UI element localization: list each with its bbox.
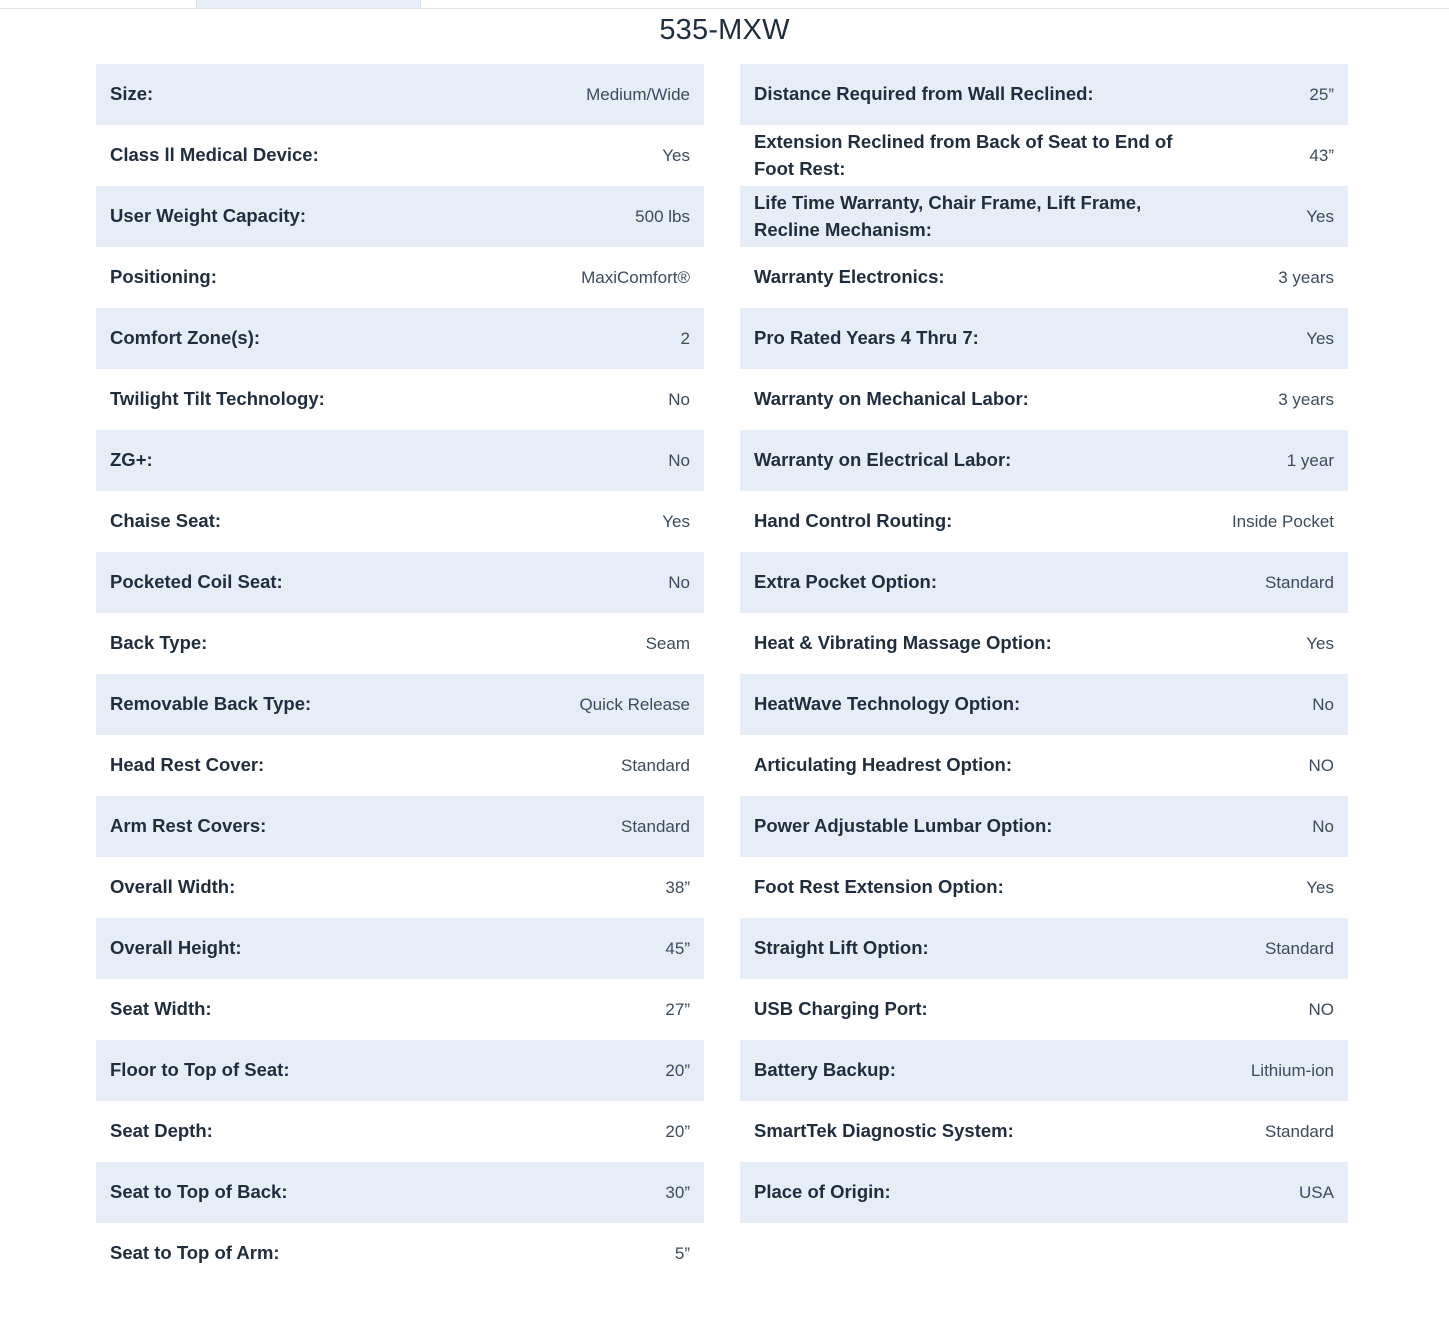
spec-value: Yes bbox=[1306, 877, 1334, 897]
spec-label: Battery Backup: bbox=[754, 1059, 896, 1081]
spec-value: Yes bbox=[1306, 328, 1334, 348]
spec-value: 3 years bbox=[1278, 389, 1334, 409]
spec-row bbox=[96, 369, 704, 430]
spec-label: Size: bbox=[110, 83, 154, 105]
spec-label: Place of Origin: bbox=[754, 1181, 891, 1203]
spec-label: Warranty Electronics: bbox=[754, 266, 945, 288]
spec-value: Yes bbox=[662, 145, 690, 165]
spec-value: 45” bbox=[665, 938, 690, 958]
spec-label: Floor to Top of Seat: bbox=[110, 1059, 290, 1081]
spec-row bbox=[740, 1162, 1348, 1223]
spec-label: Overall Height: bbox=[110, 937, 242, 959]
spec-value: Standard bbox=[621, 816, 690, 836]
page-title: 535-MXW bbox=[659, 14, 790, 46]
spec-row bbox=[96, 857, 704, 918]
spec-row bbox=[740, 857, 1348, 918]
spec-value: Quick Release bbox=[579, 694, 690, 714]
spec-row bbox=[96, 1040, 704, 1101]
spec-row bbox=[96, 979, 704, 1040]
spec-value: 30” bbox=[665, 1182, 690, 1202]
spec-value: Standard bbox=[621, 755, 690, 775]
spec-value: Medium/Wide bbox=[586, 84, 690, 104]
spec-label: Seat Depth: bbox=[110, 1120, 213, 1142]
spec-label: Head Rest Cover: bbox=[110, 754, 265, 776]
spec-value: No bbox=[1312, 694, 1334, 714]
spec-row bbox=[740, 247, 1348, 308]
spec-row bbox=[96, 674, 704, 735]
spec-columns bbox=[0, 64, 1449, 1284]
spec-label: ZG+: bbox=[110, 449, 153, 471]
spec-row bbox=[740, 125, 1348, 186]
spec-label: Heat & Vibrating Massage Option: bbox=[754, 632, 1052, 654]
spec-row bbox=[740, 979, 1348, 1040]
spec-label: Twilight Tilt Technology: bbox=[110, 388, 325, 410]
spec-table-left bbox=[96, 64, 704, 1284]
spec-label: Pocketed Coil Seat: bbox=[110, 571, 283, 593]
spec-value: MaxiComfort® bbox=[581, 267, 690, 287]
spec-value: No bbox=[668, 450, 690, 470]
spec-label: Pro Rated Years 4 Thru 7: bbox=[754, 327, 979, 349]
spec-label: Positioning: bbox=[110, 266, 217, 288]
spec-row bbox=[96, 1223, 704, 1284]
spec-label: Extra Pocket Option: bbox=[754, 571, 937, 593]
spec-row bbox=[96, 552, 704, 613]
spec-value: No bbox=[668, 389, 690, 409]
spec-value: Standard bbox=[1265, 572, 1334, 592]
spec-row bbox=[96, 918, 704, 979]
spec-value: 2 bbox=[680, 328, 690, 348]
spec-value: 20” bbox=[665, 1121, 690, 1141]
spec-row bbox=[740, 1101, 1348, 1162]
spec-value: NO bbox=[1308, 755, 1334, 775]
spec-row bbox=[96, 796, 704, 857]
spec-row bbox=[740, 308, 1348, 369]
spec-value: No bbox=[1312, 816, 1334, 836]
spec-label: User Weight Capacity: bbox=[110, 205, 307, 227]
spec-value: Seam bbox=[645, 633, 690, 653]
spec-row bbox=[740, 735, 1348, 796]
spec-label: Overall Width: bbox=[110, 876, 236, 898]
spec-value: 1 year bbox=[1286, 450, 1334, 470]
spec-row bbox=[740, 674, 1348, 735]
top-tab-bar bbox=[0, 0, 1449, 9]
spec-row bbox=[740, 186, 1348, 247]
spec-label: Foot Rest Extension Option: bbox=[754, 876, 1004, 898]
spec-value: USA bbox=[1299, 1182, 1334, 1202]
spec-label: Comfort Zone(s): bbox=[110, 327, 261, 349]
spec-value: 5” bbox=[674, 1243, 690, 1263]
spec-label: Chaise Seat: bbox=[110, 510, 222, 532]
spec-row bbox=[740, 430, 1348, 491]
spec-row bbox=[96, 308, 704, 369]
spec-value: 43” bbox=[1309, 145, 1334, 165]
spec-value: Lithium-ion bbox=[1250, 1060, 1334, 1080]
spec-label: Warranty on Electrical Labor: bbox=[754, 449, 1012, 471]
spec-label: HeatWave Technology Option: bbox=[754, 693, 1021, 715]
spec-row bbox=[96, 64, 704, 125]
spec-label: Seat Width: bbox=[110, 998, 212, 1020]
spec-label: Warranty on Mechanical Labor: bbox=[754, 388, 1029, 410]
spec-value: Inside Pocket bbox=[1231, 511, 1334, 531]
spec-value: 500 lbs bbox=[635, 206, 690, 226]
spec-value: NO bbox=[1308, 999, 1334, 1019]
spec-label: USB Charging Port: bbox=[754, 998, 928, 1020]
spec-table-right bbox=[740, 64, 1348, 1284]
spec-label: Class ll Medical Device: bbox=[110, 144, 319, 166]
spec-label: Straight Lift Option: bbox=[754, 937, 929, 959]
spec-value: Standard bbox=[1265, 938, 1334, 958]
spec-value: Yes bbox=[662, 511, 690, 531]
spec-row bbox=[96, 1101, 704, 1162]
spec-row bbox=[740, 613, 1348, 674]
spec-value: Yes bbox=[1306, 633, 1334, 653]
spec-row bbox=[96, 491, 704, 552]
spec-label: Distance Required from Wall Reclined: bbox=[754, 83, 1094, 105]
spec-row bbox=[740, 491, 1348, 552]
spec-row bbox=[740, 1040, 1348, 1101]
spec-row bbox=[96, 247, 704, 308]
spec-label: Life Time Warranty, Chair Frame, Lift Frame, Recline Mechanism: bbox=[754, 191, 1142, 240]
spec-row bbox=[96, 186, 704, 247]
spec-label: SmartTek Diagnostic System: bbox=[754, 1120, 1014, 1142]
spec-value: Standard bbox=[1265, 1121, 1334, 1141]
spec-label: Arm Rest Covers: bbox=[110, 815, 267, 837]
spec-row bbox=[96, 735, 704, 796]
spec-label: Removable Back Type: bbox=[110, 693, 312, 715]
spec-value: No bbox=[668, 572, 690, 592]
spec-value: 3 years bbox=[1278, 267, 1334, 287]
spec-row bbox=[740, 369, 1348, 430]
spec-row bbox=[740, 64, 1348, 125]
spec-label: Hand Control Routing: bbox=[754, 510, 953, 532]
spec-value: 20” bbox=[665, 1060, 690, 1080]
spec-label: Back Type: bbox=[110, 632, 208, 654]
spec-value: 27” bbox=[665, 999, 690, 1019]
spec-label: Seat to Top of Back: bbox=[110, 1181, 288, 1203]
spec-label: Seat to Top of Arm: bbox=[110, 1242, 280, 1264]
spec-value: 25” bbox=[1309, 84, 1334, 104]
spec-label: Articulating Headrest Option: bbox=[754, 754, 1012, 776]
spec-row bbox=[740, 796, 1348, 857]
spec-label: Extension Reclined from Back of Seat to End of Foot Rest: bbox=[754, 130, 1173, 179]
spec-label: Power Adjustable Lumbar Option: bbox=[754, 815, 1053, 837]
spec-row bbox=[96, 1162, 704, 1223]
spec-row bbox=[740, 918, 1348, 979]
spec-row bbox=[740, 552, 1348, 613]
spec-row bbox=[96, 125, 704, 186]
spec-value: Yes bbox=[1306, 206, 1334, 226]
tab-active[interactable] bbox=[196, 0, 421, 8]
spec-row bbox=[96, 430, 704, 491]
spec-value: 38” bbox=[665, 877, 690, 897]
spec-row bbox=[96, 613, 704, 674]
